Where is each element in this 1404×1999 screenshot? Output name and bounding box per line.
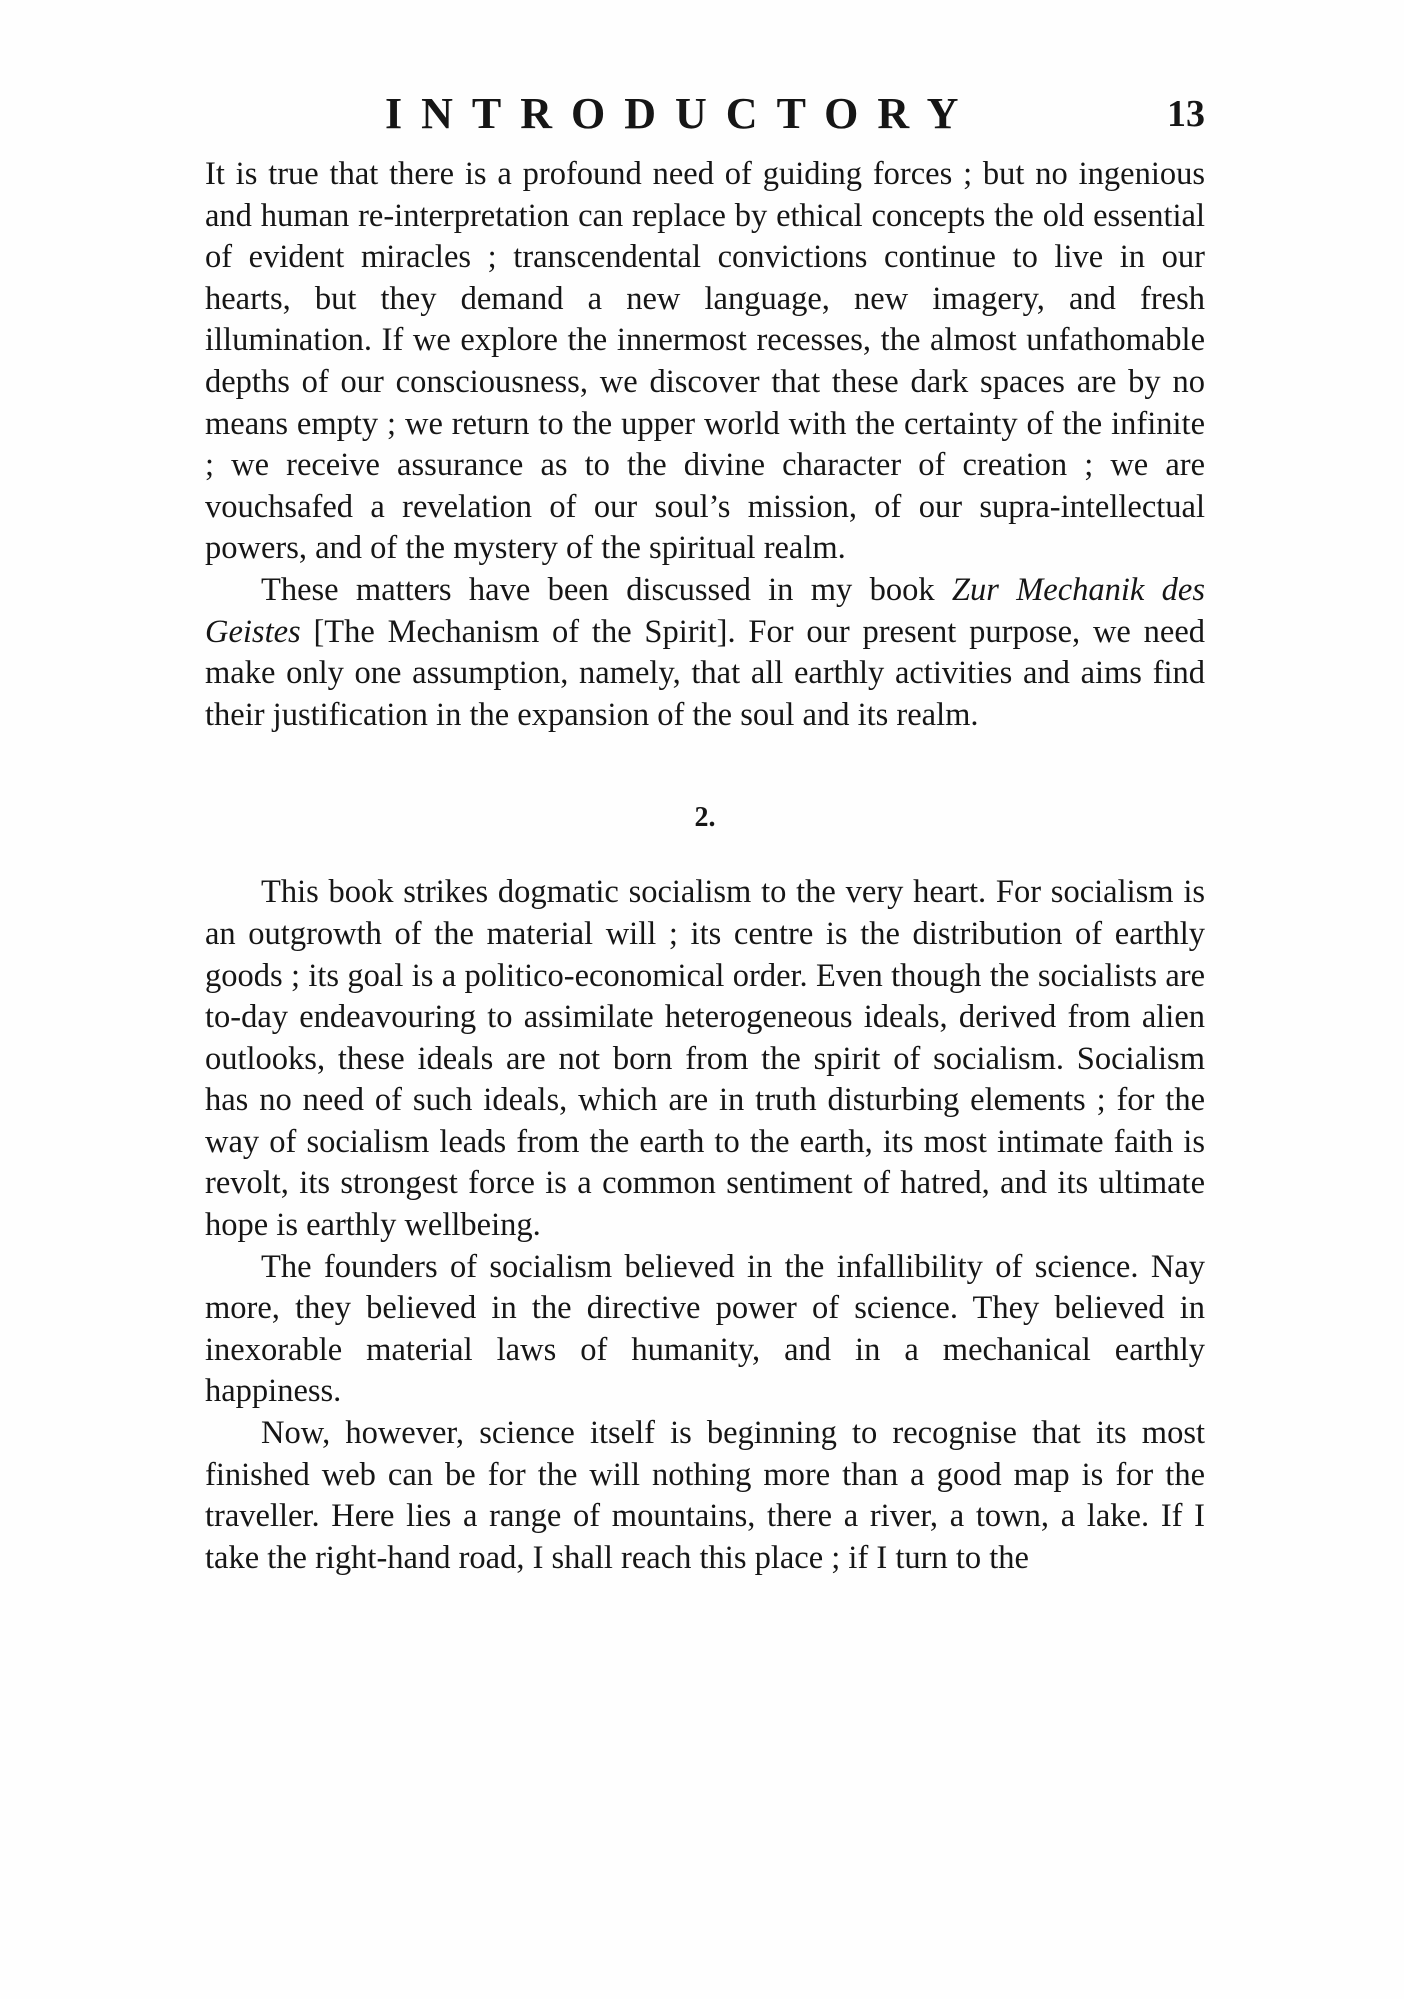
running-title: INTRODUCTORY: [385, 89, 978, 138]
book-title: Zur Mechanik des Geistes: [205, 571, 1205, 650]
paragraph-1: It is true that there is a profound need of guiding forces ; but no ingenious and human re-interpretation can replace by ethical concepts the old essential of evident miracles ; transcendental convictions continue to live in our hearts, but they demand a new language, new imagery, and fresh illumination. If we explore the innermost recesses, the almost unfathomable depths of our consciousness, we discover that these dark spaces are by no means empty ; we return to the upper world with the certainty of the infinite ; we receive assurance as to the divine character of creation ; we are vouchsafed a revelation of our soul’s mission, of our supra-intellectual powers, and of the mystery of the spiritual realm.: [205, 156, 1205, 567]
page-header: [205, 86, 1205, 142]
paragraph-4: The founders of socialism believed in the infallibility of science. Nay more, they believed in the directive power of science. They believed in inexorable material laws of humanity, and in a mechanical earthly happiness.: [205, 1248, 1205, 1410]
paragraph-2: [205, 570, 1205, 736]
paragraph-2-text-end: [The Mechanism of the Spirit]. For our present purpose, we need make only one assumption, namely, that all earthly activities and aims find their justification in the expansion of the soul and its realm.: [205, 613, 1205, 733]
page-number: 13: [1167, 93, 1205, 135]
body-text: [205, 154, 1205, 1579]
section-number: 2.: [694, 802, 716, 834]
paragraph-3: This book strikes dogmatic socialism to the very heart. For socialism is an outgrowth of the material will ; its centre is the distribution of earthly goods ; its goal is a politico-economical order. Even though the socialists are to-day endeavouring to assimilate heterogeneous ideals, derived from alien outlooks, these ideals are not born from the spirit of socialism. Socialism has no need of such ideals, which are in truth disturbing elements ; for the way of socialism leads from the earth to the earth, its most intimate faith is revolt, its strongest force is a common sentiment of hatred, and its ultimate hope is earthly wellbeing.: [205, 874, 1205, 1244]
paragraph-5: Now, however, science itself is beginning to recognise that its most finished web can be for the will nothing more than a good map is for the traveller. Here lies a range of mountains, there a river, a town, a lake. If I take the right-hand road, I shall reach this place ; if I turn to the: [205, 1415, 1205, 1576]
paragraph-2-text-start: These matters have been discussed in my book: [261, 571, 952, 608]
